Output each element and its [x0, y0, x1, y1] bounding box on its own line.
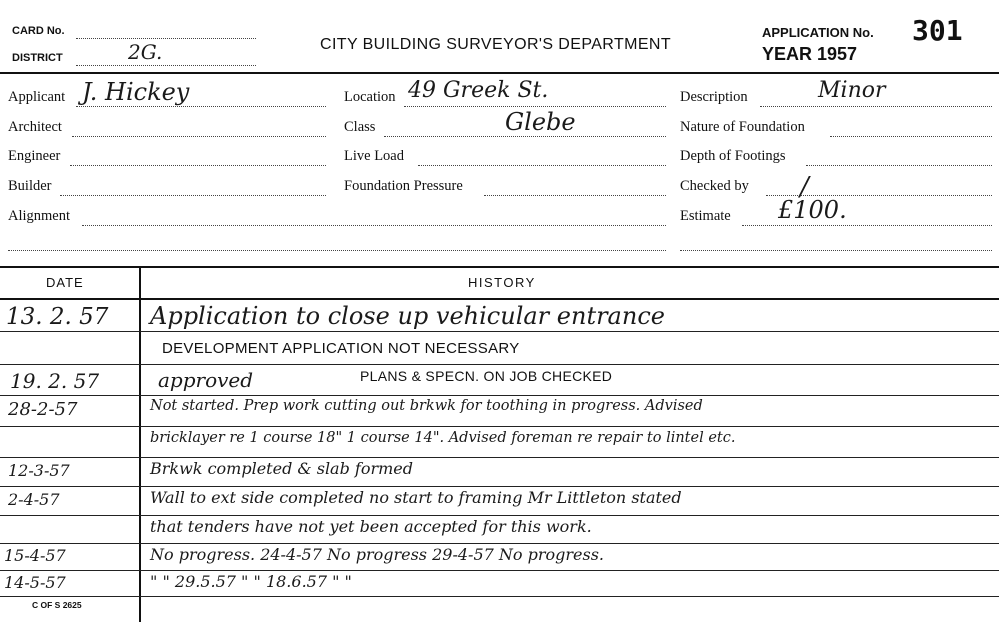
application-no-value: 301 [912, 14, 963, 47]
location-label: Location [344, 89, 396, 105]
district-label: DISTRICT [12, 52, 63, 64]
application-no-label: APPLICATION No. [762, 25, 874, 40]
checked-by-value: / [800, 172, 809, 202]
row-7-text: Wall to ext side completed no start to framing Mr Littleton stated [150, 488, 682, 507]
row-3-date: 19. 2. 57 [10, 369, 100, 393]
estimate-label: Estimate [680, 208, 731, 224]
rule-5 [0, 457, 999, 458]
nature-foundation-line [830, 136, 992, 137]
rule-4 [0, 426, 999, 427]
description-line [760, 106, 992, 107]
rule-6 [0, 486, 999, 487]
applicant-value: J. Hickey [82, 78, 190, 106]
location-value: 49 Greek St. [408, 78, 549, 103]
row-4-date: 28-2-57 [8, 399, 78, 420]
applicant-line [76, 106, 326, 107]
table-header-rule [0, 298, 999, 300]
live-load-line [418, 165, 666, 166]
card-no-label: CARD No. [12, 25, 65, 37]
row-10-text: " " 29.5.57 " " 18.6.57 " " [150, 572, 352, 591]
row-8-text: that tenders have not yet been accepted for this work. [150, 517, 592, 536]
row-1-text: Application to close up vehicular entrance [150, 302, 665, 330]
rule-2 [0, 364, 999, 365]
depth-footings-label: Depth of Footings [680, 148, 786, 164]
rule-1 [0, 331, 999, 332]
description-value: Minor [818, 78, 886, 103]
header-rule [0, 72, 999, 74]
class-value: Glebe [505, 108, 576, 136]
estimate-line [742, 225, 992, 226]
alignment-label: Alignment [8, 208, 71, 224]
card-no-line [76, 38, 256, 39]
checked-by-label: Checked by [680, 178, 749, 194]
estimate-value: £100. [778, 196, 847, 224]
builder-line [60, 195, 326, 196]
rule-7 [0, 515, 999, 516]
row-6-text: Brkwk completed & slab formed [150, 459, 414, 478]
depth-footings-line [806, 165, 992, 166]
table-top-rule [0, 266, 999, 268]
engineer-label: Engineer [8, 148, 61, 164]
row-9-text: No progress. 24-4-57 No progress 29-4-57 No progress. [150, 545, 605, 564]
alignment-line [82, 225, 666, 226]
foundation-pressure-line [484, 195, 666, 196]
development-stamp: DEVELOPMENT APPLICATION NOT NECESSARY [162, 340, 520, 357]
row-1-date: 13. 2. 57 [6, 304, 109, 330]
district-value: 2G. [128, 40, 163, 64]
date-header: DATE [46, 275, 84, 290]
row-9-date: 15-4-57 [4, 546, 66, 565]
nature-foundation-label: Nature of Foundation [680, 119, 805, 135]
date-column-divider [139, 266, 141, 622]
row-3-text: approved [158, 368, 254, 392]
rule-8 [0, 543, 999, 544]
location-line [404, 106, 666, 107]
rule-3 [0, 395, 999, 396]
rule-9 [0, 570, 999, 571]
blank-line-1 [8, 250, 666, 251]
foundation-pressure-label: Foundation Pressure [344, 178, 463, 194]
live-load-label: Live Load [344, 148, 404, 164]
description-label: Description [680, 89, 748, 105]
year-label: YEAR 1957 [762, 44, 858, 64]
row-4-text: Not started. Prep work cutting out brkwk for toothing in progress. Advised [150, 398, 703, 414]
blank-line-2 [680, 250, 992, 251]
plans-checked-stamp: PLANS & SPECN. ON JOB CHECKED [360, 368, 613, 384]
row-6-date: 12-3-57 [8, 461, 70, 480]
class-label: Class [344, 119, 376, 135]
district-line [76, 65, 256, 66]
history-header: HISTORY [468, 275, 536, 290]
architect-label: Architect [8, 119, 62, 135]
row-10-date: 14-5-57 [4, 573, 66, 592]
architect-line [72, 136, 326, 137]
form-code: C OF S 2625 [32, 600, 82, 610]
department-title: CITY BUILDING SURVEYOR'S DEPARTMENT [320, 36, 672, 53]
rule-10 [0, 596, 999, 597]
row-7-date: 2-4-57 [8, 490, 60, 509]
applicant-label: Applicant [8, 89, 66, 105]
row-5-text: bricklayer re 1 course 18" 1 course 14". Advised foreman re repair to lintel etc. [150, 430, 736, 446]
class-line [384, 136, 666, 137]
engineer-line [70, 165, 326, 166]
builder-label: Builder [8, 178, 52, 194]
